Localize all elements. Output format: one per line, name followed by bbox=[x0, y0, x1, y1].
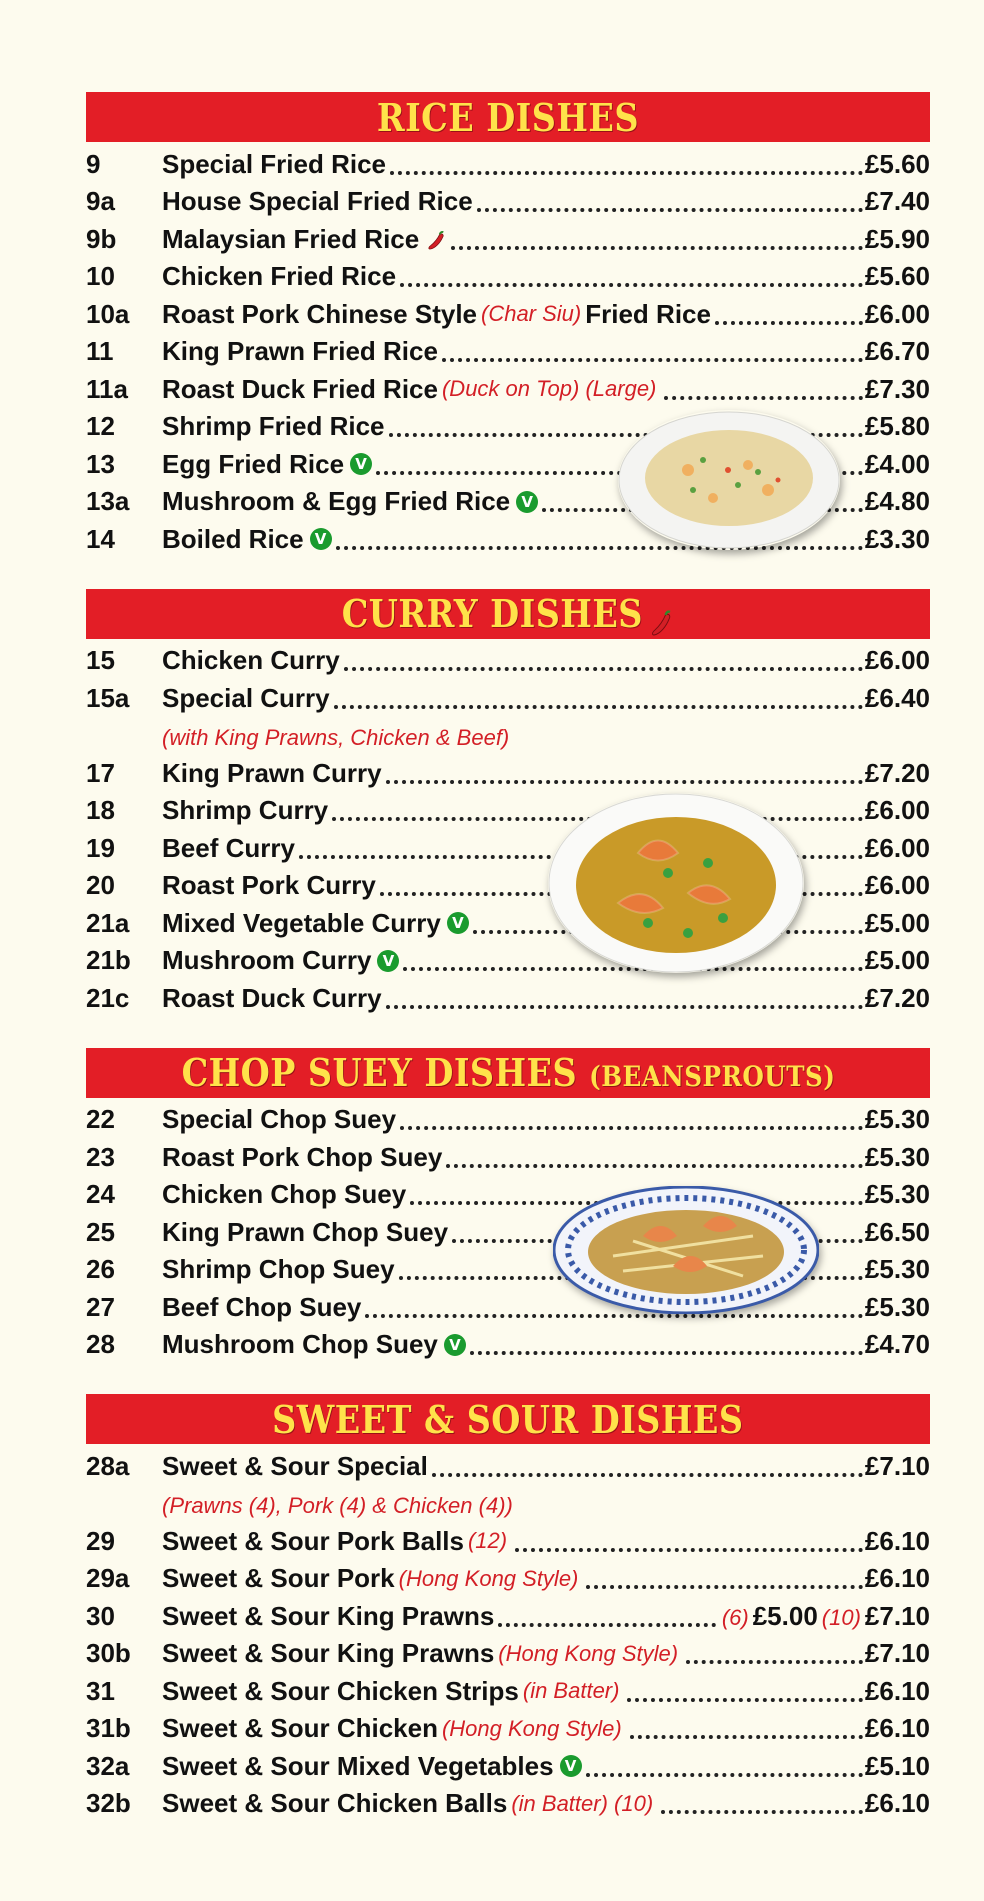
item-number: 13 bbox=[86, 448, 115, 479]
item-number: 26 bbox=[86, 1254, 115, 1284]
item-number: 13a bbox=[86, 486, 130, 516]
item-name bbox=[162, 1329, 466, 1360]
item-name bbox=[162, 149, 386, 180]
item-name bbox=[162, 374, 660, 405]
item-number: 32a bbox=[86, 1750, 130, 1781]
section-header bbox=[86, 1048, 930, 1098]
chili-icon bbox=[425, 228, 447, 250]
section-title: CURRY DISHES bbox=[342, 591, 675, 636]
item-price: £5.60 bbox=[864, 148, 930, 179]
item-name bbox=[162, 870, 376, 901]
item-name-text: Special Chop Suey bbox=[162, 1104, 397, 1134]
menu-item bbox=[86, 676, 930, 714]
menu-item bbox=[86, 1557, 930, 1595]
dot-leader bbox=[446, 1164, 863, 1168]
item-price: £4.80 bbox=[864, 486, 930, 516]
item-price: £6.40 bbox=[864, 682, 930, 713]
item-number: 9b bbox=[86, 223, 117, 254]
section-title: CHOP SUEY DISHES (BEANSPROUTS) bbox=[181, 1050, 835, 1095]
dot-leader bbox=[627, 1698, 862, 1702]
dot-leader bbox=[344, 667, 863, 671]
item-name-text: Roast Duck Fried Rice bbox=[162, 373, 438, 404]
item-description: (with King Prawns, Chicken & Beef) bbox=[162, 725, 510, 750]
dot-leader bbox=[442, 358, 863, 362]
item-description: (Prawns (4), Pork (4) & Chicken (4)) bbox=[162, 1493, 513, 1518]
item-number: 17 bbox=[86, 757, 115, 788]
item-name-text: Special Fried Rice bbox=[162, 148, 386, 179]
item-name-text: Shrimp Fried Rice bbox=[162, 411, 385, 441]
item-name-text: Sweet & Sour King Prawns bbox=[162, 1600, 495, 1631]
menu-item bbox=[86, 367, 930, 405]
item-number: 14 bbox=[86, 523, 115, 554]
item-note: (Hong Kong Style) bbox=[398, 1565, 579, 1591]
item-name bbox=[162, 1217, 448, 1248]
item-number: 12 bbox=[86, 411, 115, 441]
item-name-text: Roast Pork Chinese Style bbox=[162, 298, 477, 329]
fried-rice-photo bbox=[618, 410, 840, 550]
dot-leader bbox=[400, 1126, 863, 1130]
item-number: 32b bbox=[86, 1788, 131, 1818]
item-name-text: Beef Curry bbox=[162, 832, 295, 863]
item-name-text: Roast Pork Curry bbox=[162, 870, 376, 900]
item-price: £6.00 bbox=[864, 870, 930, 900]
item-price: £4.00 bbox=[864, 448, 930, 479]
item-name bbox=[162, 1563, 582, 1594]
menu-item bbox=[86, 1444, 930, 1482]
item-number: 24 bbox=[86, 1179, 115, 1209]
item-name bbox=[162, 224, 447, 255]
chop-suey-photo bbox=[553, 1186, 819, 1314]
item-number: 30 bbox=[86, 1600, 115, 1631]
vegetarian-icon: V bbox=[447, 912, 469, 934]
item-price: £5.00 bbox=[864, 945, 930, 975]
item-number: 21a bbox=[86, 907, 130, 938]
item-name bbox=[162, 1788, 657, 1819]
item-price: £6.10 bbox=[864, 1563, 930, 1593]
item-name bbox=[162, 758, 382, 789]
section-title: RICE DISHES bbox=[376, 94, 640, 140]
item-price: £5.80 bbox=[864, 411, 930, 441]
section-items bbox=[86, 1444, 930, 1819]
item-name bbox=[162, 1292, 361, 1323]
item-name bbox=[162, 1104, 396, 1135]
item-price: £7.20 bbox=[864, 757, 930, 788]
vegetarian-icon: V bbox=[350, 453, 372, 475]
item-number: 31b bbox=[86, 1713, 131, 1743]
item-number: 19 bbox=[86, 832, 115, 863]
item-note: (in Batter) bbox=[522, 1678, 620, 1703]
vegetarian-icon: V bbox=[444, 1334, 466, 1356]
menu-item bbox=[86, 142, 930, 180]
dot-leader bbox=[498, 1623, 716, 1627]
vegetarian-icon: V bbox=[310, 528, 332, 550]
item-name-text: Sweet & Sour Chicken bbox=[162, 1713, 438, 1743]
item-price-small: £5.00 bbox=[752, 1600, 818, 1631]
item-name-text: Sweet & Sour King Prawns bbox=[162, 1638, 495, 1668]
item-name-text: Sweet & Sour Chicken Balls bbox=[162, 1788, 508, 1818]
dot-leader bbox=[400, 283, 863, 287]
item-price: £6.70 bbox=[864, 336, 930, 366]
item-name bbox=[162, 1254, 395, 1285]
item-name-text: Shrimp Chop Suey bbox=[162, 1254, 395, 1284]
section-subtitle: (BEANSPROUTS) bbox=[588, 1060, 835, 1093]
item-note: (Duck on Top) (Large) bbox=[441, 376, 657, 401]
item-price: £7.10 bbox=[864, 1450, 930, 1481]
item-number: 29a bbox=[86, 1563, 130, 1593]
item-price: £3.30 bbox=[864, 523, 930, 554]
menu-item bbox=[86, 255, 930, 293]
item-note: (12) bbox=[467, 1528, 508, 1553]
item-name-text: King Prawn Chop Suey bbox=[162, 1216, 449, 1247]
dot-leader bbox=[686, 1660, 863, 1664]
item-price: £5.90 bbox=[864, 223, 930, 254]
item-price: £7.30 bbox=[864, 373, 930, 404]
menu-item bbox=[86, 976, 930, 1014]
item-price: £6.10 bbox=[864, 1525, 930, 1556]
item-name bbox=[162, 945, 399, 976]
item-name bbox=[162, 833, 295, 864]
item-price: £5.30 bbox=[864, 1291, 930, 1322]
item-name-text: Sweet & Sour Mixed Vegetables bbox=[162, 1750, 554, 1781]
dot-leader bbox=[451, 246, 863, 250]
menu-item bbox=[86, 1632, 930, 1670]
menu-item bbox=[86, 217, 930, 255]
dot-leader bbox=[661, 1810, 863, 1814]
dot-leader bbox=[477, 208, 863, 212]
item-name-text: Sweet & Sour Special bbox=[162, 1450, 428, 1481]
item-price: £5.30 bbox=[864, 1141, 930, 1172]
item-price: £6.50 bbox=[864, 1216, 930, 1247]
item-name-text: Chicken Curry bbox=[162, 645, 340, 675]
dot-leader bbox=[664, 396, 863, 400]
item-price: £4.70 bbox=[864, 1329, 930, 1359]
item-name-text: Special Curry bbox=[162, 682, 330, 713]
item-name-text: King Prawn Curry bbox=[162, 757, 382, 788]
item-name-text: Sweet & Sour Chicken Strips bbox=[162, 1675, 519, 1706]
item-price: £5.30 bbox=[864, 1254, 930, 1284]
item-name bbox=[162, 795, 328, 826]
item-number: 18 bbox=[86, 795, 115, 825]
item-name bbox=[162, 1526, 511, 1557]
item-price: £6.00 bbox=[864, 645, 930, 675]
item-name-text: Mushroom & Egg Fried Rice bbox=[162, 486, 511, 516]
item-price: £5.00 bbox=[864, 907, 930, 938]
item-number: 21b bbox=[86, 945, 131, 975]
item-number: 9 bbox=[86, 148, 101, 179]
item-name bbox=[162, 1142, 442, 1173]
item-number: 23 bbox=[86, 1141, 115, 1172]
item-note: (Hong Kong Style) bbox=[498, 1640, 679, 1666]
item-name bbox=[162, 1676, 623, 1707]
item-number: 31 bbox=[86, 1675, 115, 1706]
item-name-text: House Special Fried Rice bbox=[162, 186, 473, 216]
menu-item bbox=[86, 1782, 930, 1820]
item-price: £6.00 bbox=[864, 298, 930, 329]
dot-leader bbox=[432, 1473, 863, 1477]
item-name bbox=[162, 645, 340, 676]
item-name bbox=[162, 1601, 494, 1632]
item-price: £6.10 bbox=[864, 1713, 930, 1743]
menu-item bbox=[86, 1519, 930, 1557]
item-name bbox=[162, 908, 469, 939]
menu-item bbox=[86, 639, 930, 677]
item-price: £6.00 bbox=[864, 795, 930, 825]
item-name-text: Sweet & Sour Pork bbox=[162, 1563, 395, 1593]
item-number: 27 bbox=[86, 1291, 115, 1322]
item-name bbox=[162, 1451, 428, 1482]
item-name-text: Boiled Rice bbox=[162, 523, 304, 554]
dot-leader bbox=[470, 1351, 863, 1355]
item-name-text: Mixed Vegetable Curry bbox=[162, 907, 441, 938]
menu-item bbox=[86, 1594, 930, 1632]
section-header bbox=[86, 92, 930, 142]
item-number: 9a bbox=[86, 186, 115, 216]
item-price: £6.10 bbox=[864, 1788, 930, 1818]
item-name bbox=[162, 449, 372, 480]
dot-leader bbox=[515, 1548, 863, 1552]
section-title: SWEET & SOUR DISHES bbox=[272, 1396, 744, 1442]
chili-icon bbox=[648, 603, 674, 633]
section-header bbox=[86, 1394, 930, 1444]
item-price-options bbox=[718, 1601, 930, 1632]
item-name-text: Mushroom Chop Suey bbox=[162, 1329, 438, 1359]
item-name-text: Egg Fried Rice bbox=[162, 448, 345, 479]
item-price: £7.10 bbox=[864, 1638, 930, 1668]
item-price: £7.40 bbox=[864, 186, 930, 216]
item-note: (Hong Kong Style) bbox=[441, 1715, 622, 1741]
item-price: £6.00 bbox=[864, 832, 930, 863]
item-name bbox=[162, 1713, 626, 1744]
item-number: 11 bbox=[86, 336, 114, 366]
item-name-text: Roast Pork Chop Suey bbox=[162, 1141, 443, 1172]
item-number: 29 bbox=[86, 1525, 115, 1556]
dot-leader bbox=[365, 1314, 863, 1318]
item-name bbox=[162, 524, 332, 555]
item-name bbox=[162, 486, 538, 517]
menu-item bbox=[86, 1135, 930, 1173]
item-name bbox=[162, 1638, 682, 1669]
vegetarian-icon: V bbox=[377, 950, 399, 972]
item-number: 10 bbox=[86, 261, 115, 291]
dot-leader bbox=[715, 321, 863, 325]
item-number: 20 bbox=[86, 870, 115, 900]
item-name bbox=[162, 683, 330, 714]
menu-item bbox=[86, 1098, 930, 1136]
menu-item bbox=[86, 330, 930, 368]
item-name bbox=[162, 1179, 406, 1210]
item-name-suffix: Fried Rice bbox=[585, 298, 711, 329]
menu-item bbox=[86, 1744, 930, 1782]
item-portion-large: (10) bbox=[821, 1604, 861, 1630]
item-note: (Char Siu) bbox=[481, 301, 582, 326]
dot-leader bbox=[386, 1005, 863, 1009]
item-note: (in Batter) (10) bbox=[511, 1790, 654, 1816]
item-name-text: Malaysian Fried Rice bbox=[162, 223, 420, 254]
vegetarian-icon: V bbox=[560, 1755, 582, 1777]
item-portion-small: (6) bbox=[721, 1604, 749, 1630]
menu-item bbox=[86, 1669, 930, 1707]
item-name-text: King Prawn Fried Rice bbox=[162, 336, 438, 366]
item-price: £7.20 bbox=[864, 982, 930, 1013]
item-name bbox=[162, 261, 396, 292]
item-name-text: Chicken Chop Suey bbox=[162, 1179, 407, 1209]
item-number: 21c bbox=[86, 982, 130, 1013]
item-name bbox=[162, 411, 385, 442]
item-price: £5.30 bbox=[864, 1104, 930, 1134]
item-number: 15a bbox=[86, 682, 130, 713]
dot-leader bbox=[386, 780, 863, 784]
item-price: £6.10 bbox=[864, 1675, 930, 1706]
dot-leader bbox=[586, 1585, 863, 1589]
menu-item bbox=[86, 180, 930, 218]
curry-photo bbox=[548, 793, 804, 973]
item-price: £5.60 bbox=[864, 261, 930, 291]
item-name bbox=[162, 336, 438, 367]
menu-item bbox=[86, 751, 930, 789]
menu-item bbox=[86, 1707, 930, 1745]
dot-leader bbox=[586, 1773, 863, 1777]
vegetarian-icon: V bbox=[516, 491, 538, 513]
item-name-text: Beef Chop Suey bbox=[162, 1291, 362, 1322]
item-name-text: Shrimp Curry bbox=[162, 795, 329, 825]
item-number: 15 bbox=[86, 645, 115, 675]
item-name bbox=[162, 1751, 582, 1782]
item-number: 25 bbox=[86, 1216, 115, 1247]
item-number: 10a bbox=[86, 298, 130, 329]
item-price: £5.10 bbox=[864, 1750, 930, 1781]
item-name-text: Roast Duck Curry bbox=[162, 982, 382, 1013]
item-price: £5.30 bbox=[864, 1179, 930, 1209]
item-name bbox=[162, 186, 473, 217]
dot-leader bbox=[334, 705, 863, 709]
dot-leader bbox=[390, 171, 863, 175]
item-name-text: Sweet & Sour Pork Balls bbox=[162, 1525, 464, 1556]
item-number: 30b bbox=[86, 1638, 131, 1668]
menu-section-sweet-sour-dishes bbox=[86, 1394, 930, 1819]
menu-item bbox=[86, 1323, 930, 1361]
item-number: 28a bbox=[86, 1450, 130, 1481]
item-number: 11a bbox=[86, 373, 128, 404]
item-name-text: Mushroom Curry bbox=[162, 945, 372, 975]
section-header bbox=[86, 589, 930, 639]
item-number: 22 bbox=[86, 1104, 115, 1134]
item-name-text: Chicken Fried Rice bbox=[162, 261, 397, 291]
item-name bbox=[162, 299, 711, 330]
item-number: 28 bbox=[86, 1329, 115, 1359]
menu-item bbox=[86, 292, 930, 330]
item-name bbox=[162, 983, 382, 1014]
dot-leader bbox=[630, 1735, 863, 1739]
item-price: £7.10 bbox=[864, 1600, 930, 1631]
